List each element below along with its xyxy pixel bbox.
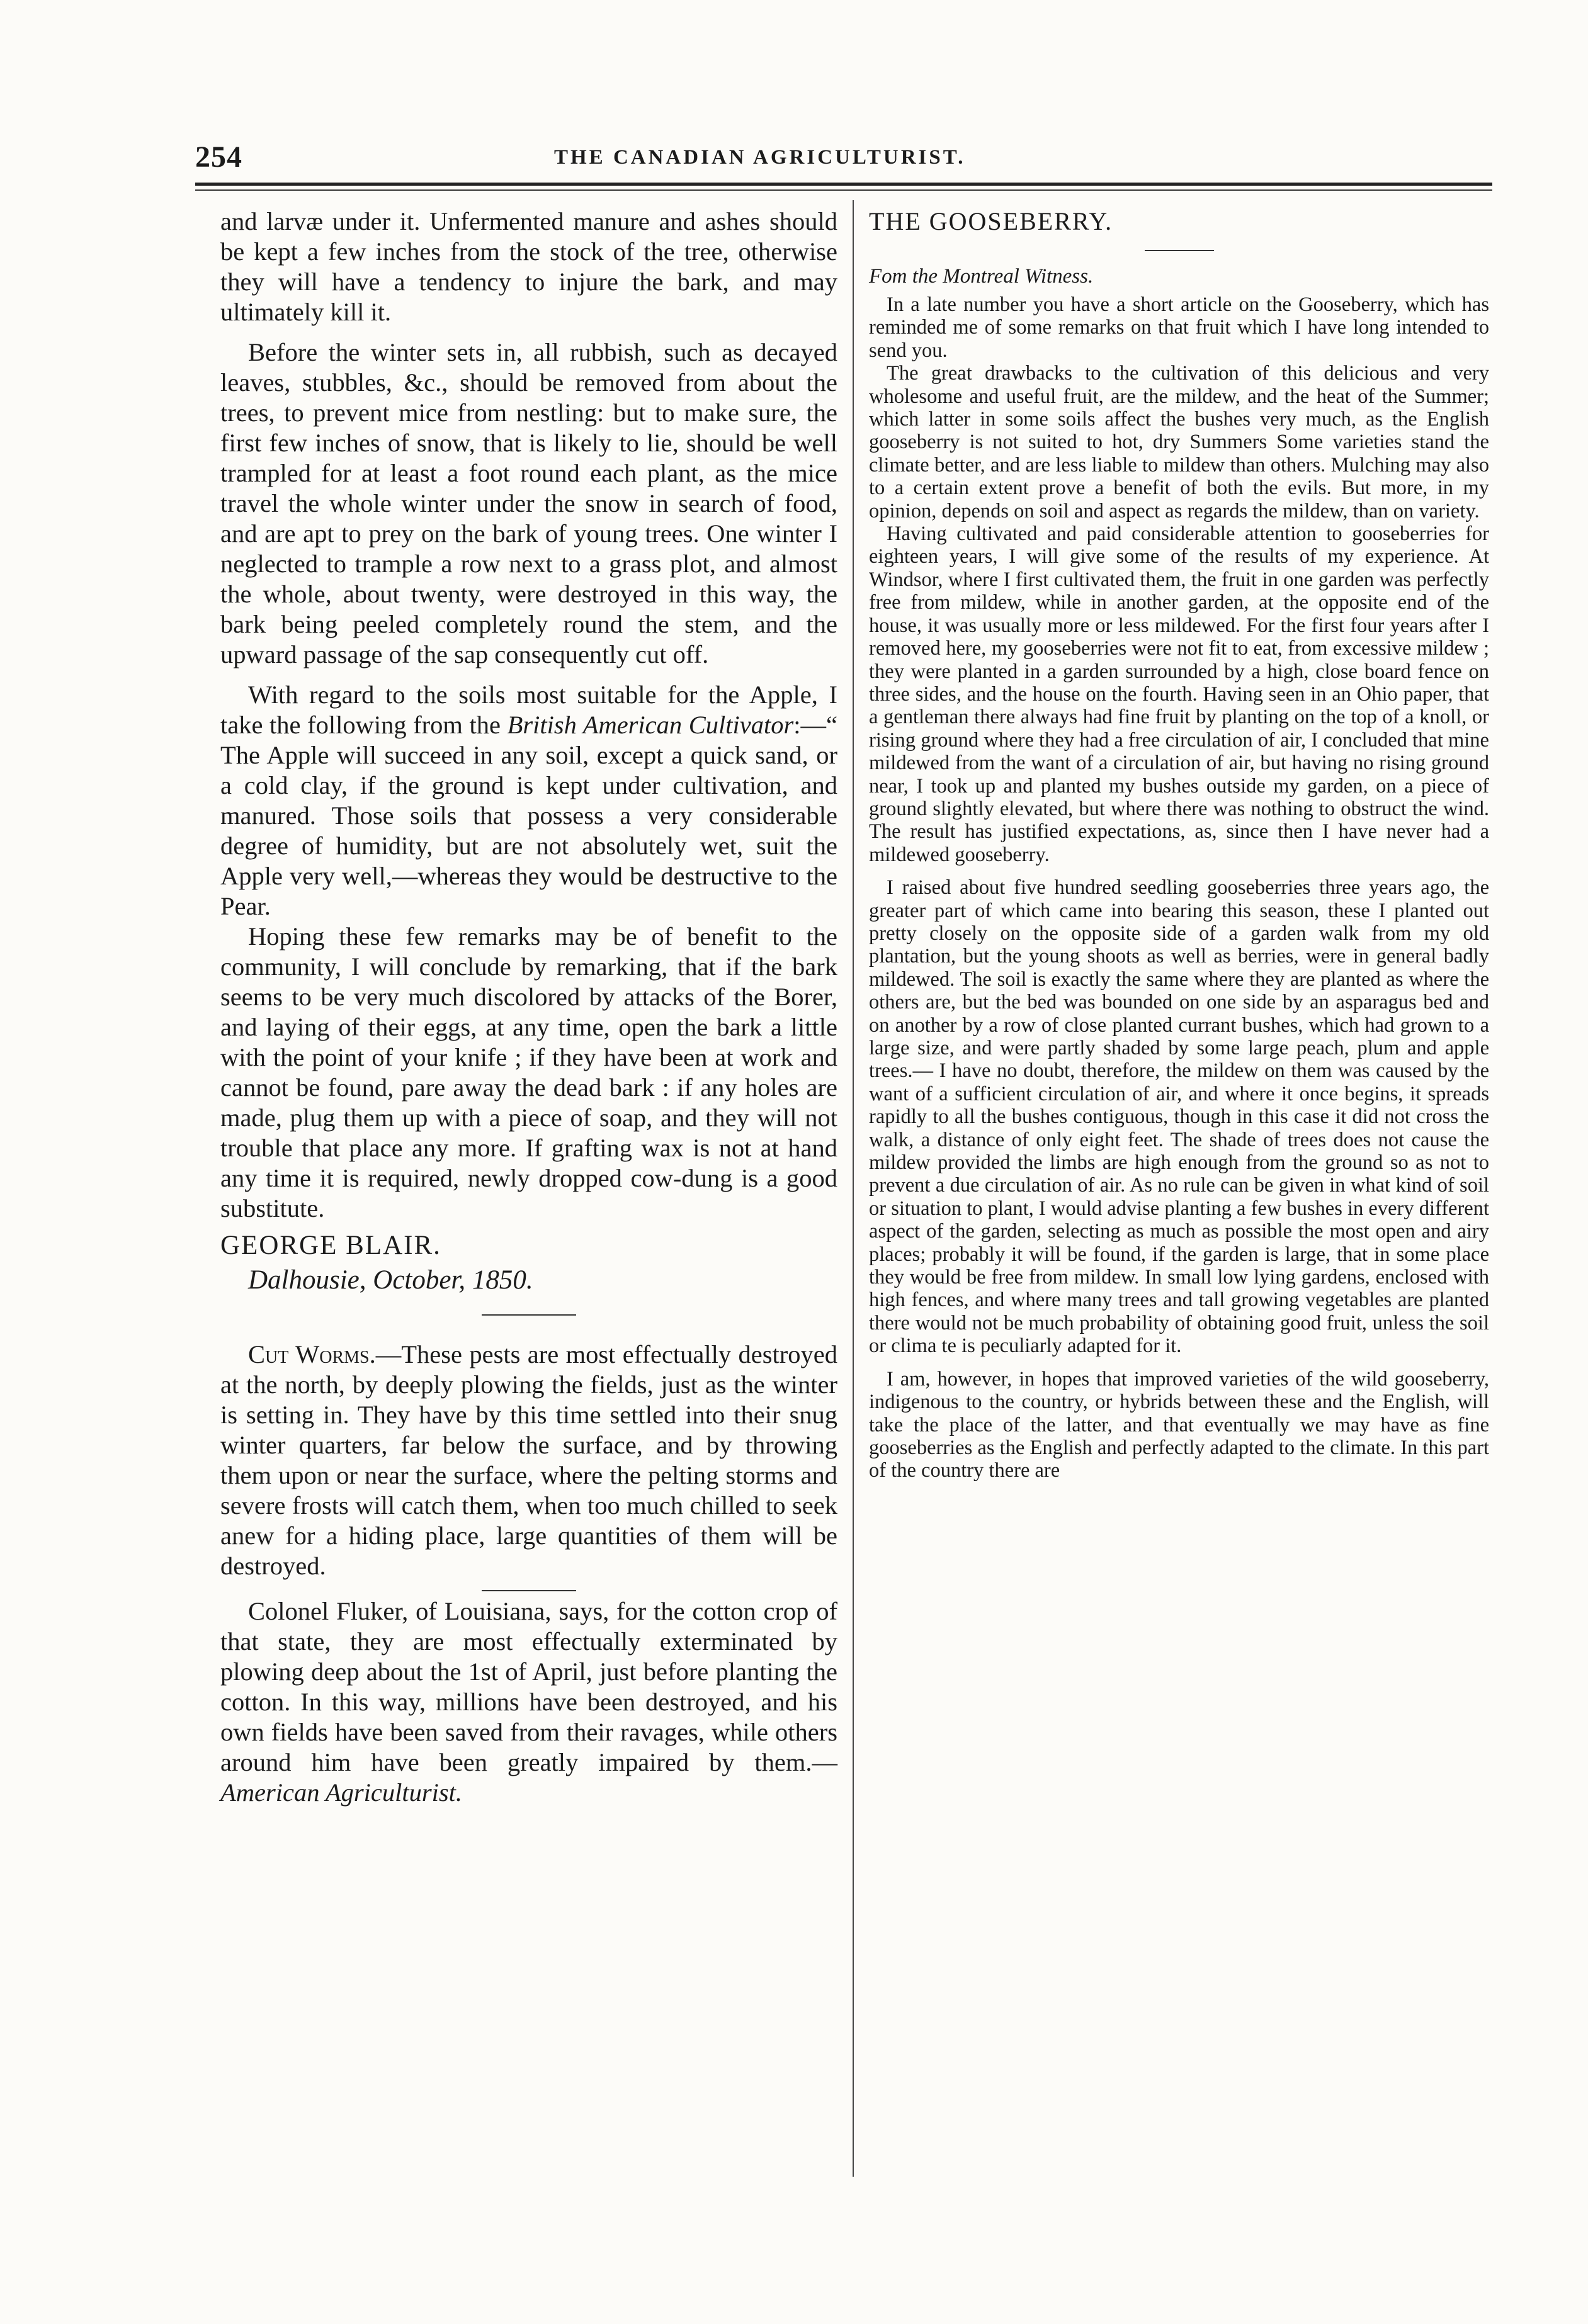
dateline: Dalhousie, October, 1850. bbox=[248, 1265, 533, 1295]
fluker-text: Colonel Fluker, of Louisiana, says, for the cotton crop of that state, they are most effectually exterminated by plowing deep about the 1st of April, just before planting the cotton. In this way, millions have been destroyed, and his own fields have been saved from their ravages, while others around him have been greatly impaired by them.— bbox=[220, 1597, 837, 1776]
section-rule-2 bbox=[482, 1590, 576, 1591]
section-rule-1 bbox=[482, 1314, 576, 1316]
author-signature: GEORGE BLAIR. bbox=[220, 1231, 441, 1260]
column-divider bbox=[853, 200, 854, 2177]
apple-soils-source: British American Cultivator bbox=[507, 711, 794, 739]
header-rule-thick bbox=[195, 183, 1492, 186]
cut-worms-heading: Cut Worms. bbox=[248, 1340, 376, 1368]
paragraph-gooseberry-intro: In a late number you have a short article on the Gooseberry, which has reminded me of some remarks on that fruit which I have long intended to send you. bbox=[869, 293, 1489, 362]
paragraph-drawbacks: The great drawbacks to the cultivation of this delicious and very wholesome and useful fruit, are the mildew, and the heat of the Summer; which latter in some soils affect the bushes very much, as the English gooseberry is not suited to hot, dry Summers Some varieties stand the climate better, and are less liable to mildew than others. Mulching may also to a certain extent prove a benefit of both the evils. But more, in my opinion, depends on soil and aspect as regards the mildew, than on variety. bbox=[869, 362, 1489, 522]
cut-worms-body: —These pests are most effectually destroyed at the north, by deeply plowing the fields, just as the winter is setting in. They have by this time settled into their snug winter quarters, far below the surface, and by throwing them upon or near the surface, where the pelting storms and severe frosts will catch them, when too much chilled to seek anew for a hiding place, large quantities of them will be destroyed. bbox=[220, 1340, 837, 1580]
apple-soils-text-a: With regard to the soils most suitable for the Apple, I take the following from the bbox=[220, 680, 837, 739]
fluker-source: American Agriculturist. bbox=[220, 1778, 462, 1807]
paragraph-apple-soils bbox=[220, 680, 837, 922]
article-source: Fom the Montreal Witness. bbox=[869, 265, 1094, 288]
paragraph-seedlings: I raised about five hundred seedling gooseberries three years ago, the greater part of which came into bearing this season, these I planted out pretty closely on the opposite side of a garden walk from my old plantation, but the young shoots as well as berries, were in general badly mildewed. The soil is exactly the same where they are planted as where the others are, but the bed was bounded on one side by an asparagus bed and on another by a row of close planted currant bushes, which had grown to a large size, and were partly shaded by some large peach, plum and apple trees.— I have no doubt, therefore, the mildew on them was caused by the want of a sufficient circulation of air, and where it once begins, it spreads rapidly to all the bushes contiguous, though in this case it did not cross the walk, a distance of only eight feet. The shade of trees does not cause the mildew provided the limbs are high enough from the ground so as not to prevent a due circulation of air. As no rule can be given in what kind of soil or situation to plant, I would advise planting a few bushes in every different aspect of the garden, selecting as much as possible the most open and airy places; probably it will be found, if the garden is large, that in some place they would be free from mildew. In small low lying gardens, enclosed with high fences, and where many trees and tall growing vegetables are planted there would not be much probability of obtaining good fruit, unless the soil or clima te is peculiarly adapted for it. bbox=[869, 876, 1489, 1358]
paragraph-experience: Having cultivated and paid considerable attention to gooseberries for eighteen years, I will give some of the results of my experience. At Windsor, where I first cultivated them, the fruit in one garden was perfectly free from mildew, while in another garden, at the opposite end of the house, it was usually more or less mildewed. For the first four years after I removed here, my gooseberries were not fit to eat, from excessive mildew ; they were planted in a garden surrounded by a high, close board fence on three sides, and the house on the fourth. Having seen in an Ohio paper, that a gentleman there always had fine fruit by planting on the top of a knoll, or rising ground where they had a free circulation of air, I concluded that mine mildewed from the want of a circulation of air, but having no rising ground near, I took up and planted my bushes outside my garden, on a piece of ground slightly elevated, but where there was nothing to obstruct the wind. The result has justified expectations, as, since then I have never had a mildewed gooseberry. bbox=[869, 522, 1489, 866]
page-number: 254 bbox=[195, 140, 242, 174]
apple-soils-text-b: :—“ The Apple will succeed in any soil, except a quick sand, or a cold clay, if the ground is kept under cultivation, and manured. Those soils that possess a very considerable degree of humidity, but are not absolutely wet, suit the Apple very well,—whereas they would be destructive to the Pear. bbox=[220, 711, 837, 920]
paragraph-cut-worms bbox=[220, 1340, 837, 1581]
journal-title: THE CANADIAN AGRICULTURIST. bbox=[554, 146, 966, 169]
right-column bbox=[869, 206, 1489, 1482]
running-head bbox=[195, 140, 1492, 178]
title-rule bbox=[1145, 250, 1214, 251]
paragraph-borer: Hoping these few remarks may be of benefit to the community, I will conclude by remarking, that if the bark seems to be very much discolored by attacks of the Borer, and laying of their eggs, at any time, open the bark a little with the point of your knife ; if they have been at work and cannot be found, pare away the dead bark : if any holes are made, plug them up with a piece of soap, and they will not trouble that place any more. If grafting wax is not at hand any time it is required, newly dropped cow-dung is a good substitute. bbox=[220, 922, 837, 1222]
paragraph-larvae: and larvæ under it. Unfermented manure and ashes should be kept a few inches from the stock of the tree, otherwise they will have a tendency to injure the bark, and may ultimately kill it. bbox=[220, 207, 837, 326]
article-title: THE GOOSEBERRY. bbox=[869, 207, 1113, 235]
paragraph-improved-varieties: I am, however, in hopes that improved varieties of the wild gooseberry, indigenous to the country, or hybrids between these and the English, will take the place of the latter, and that eventually we may have as fine gooseberries as the English and perfectly adapted to the climate. In this part of the country there are bbox=[869, 1367, 1489, 1482]
header-rule-thin bbox=[195, 189, 1492, 191]
left-column bbox=[220, 206, 837, 1808]
paragraph-winter-rubbish: Before the winter sets in, all rubbish, such as decayed leaves, stubbles, &c., should be removed from about the trees, to prevent mice from nestling: but to make sure, the first few inches of snow, that is likely to lie, should be well trampled for at least a foot round each plant, as the mice travel the whole winter under the snow in search of food, and are apt to prey on the bark of young trees. One winter I neglected to trample a row next to a grass plot, and almost the whole, about twenty, were destroyed in this way, the bark being peeled completely round the stem, and the upward passage of the sap consequently cut off. bbox=[220, 338, 837, 668]
paragraph-fluker bbox=[220, 1596, 837, 1808]
